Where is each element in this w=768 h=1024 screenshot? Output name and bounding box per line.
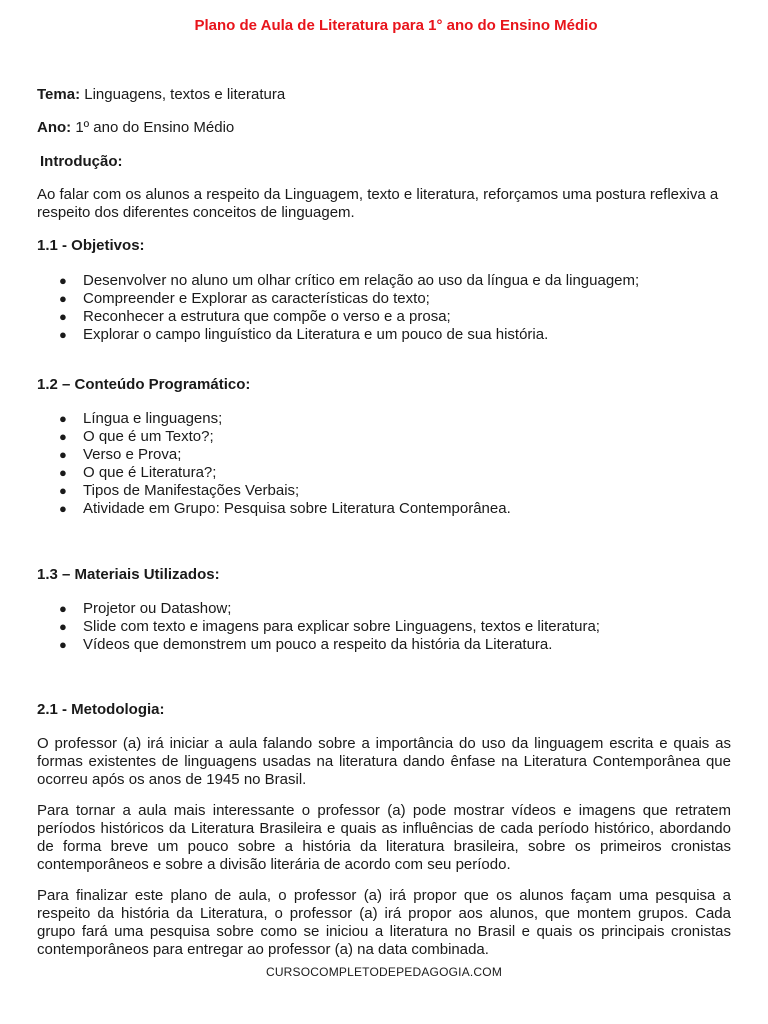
tema-label: Tema: — [37, 86, 81, 103]
bullet-icon: ● — [59, 501, 67, 516]
footer-site-name: CURSOCOMPLETODEPEDAGOGIA.COM — [265, 965, 503, 979]
tema-value: Linguagens, textos e literatura — [80, 86, 286, 103]
list-item — [37, 464, 511, 482]
list-item — [37, 482, 511, 500]
list-item-text: Projetor ou Datashow; — [83, 600, 232, 617]
bullet-icon: ● — [59, 483, 67, 498]
bullet-icon: ● — [59, 291, 67, 306]
list-item-text: Compreender e Explorar as características do texto; — [83, 290, 430, 307]
bullet-icon: ● — [59, 411, 67, 426]
list-item — [37, 410, 511, 428]
metodologia-paragraph-2: Para tornar a aula mais interessante o professor (a) pode mostrar vídeos e imagens que retratem períodos históricos da Literatura Brasileira e quais as influências de cada período histórico, abordando de forma breve um pouco sobre a história da literatura brasileira, sobre os primeiros cronistas contemporâneos e sobre a divisão literária de acordo com seu período. — [37, 802, 731, 873]
list-item — [37, 290, 639, 308]
metodologia-paragraph-3: Para finalizar este plano de aula, o professor (a) irá propor que os alunos façam uma pesquisa a respeito da história da Literatura, o professor (a) irá propor aos alunos, que montem grupos. Cada grupo fará uma pesquisa sobre como se iniciou a literatura no Brasil e quais os principais cronistas contemporâneos para entregar ao professor (a) na data combinada. — [37, 887, 731, 958]
ano-value: 1º ano do Ensino Médio — [71, 119, 235, 136]
list-item — [37, 428, 511, 446]
conteudo-heading: 1.2 – Conteúdo Programático: — [37, 376, 251, 393]
metodologia-paragraph-1: O professor (a) irá iniciar a aula falando sobre a importância do uso da linguagem escrita e quais as formas existentes de linguagens usadas na literatura dando ênfase na Literatura Contemporânea que ocorreu após os anos de 1945 no Brasil. — [37, 735, 731, 788]
list-item-text: Explorar o campo linguístico da Literatura e um pouco de sua história. — [83, 326, 549, 343]
list-item-text: Desenvolver no aluno um olhar crítico em relação ao uso da língua e da linguagem; — [83, 272, 640, 289]
bullet-icon: ● — [59, 429, 67, 444]
bullet-icon: ● — [59, 601, 67, 616]
list-item — [37, 600, 600, 618]
list-item-text: Tipos de Manifestações Verbais; — [83, 482, 300, 499]
materiais-list — [37, 600, 600, 654]
list-item-text: O que é Literatura?; — [83, 464, 217, 481]
introducao-text: Ao falar com os alunos a respeito da Linguagem, texto e literatura, reforçamos uma postura reflexiva a respeito dos diferentes conceitos de linguagem. — [37, 186, 719, 221]
list-item — [37, 272, 639, 290]
list-item — [37, 446, 511, 464]
bullet-icon: ● — [59, 619, 67, 634]
list-item — [37, 308, 639, 326]
list-item-text: O que é um Texto?; — [83, 428, 214, 445]
metodologia-heading: 2.1 - Metodologia: — [37, 701, 165, 718]
materiais-heading: 1.3 – Materiais Utilizados: — [37, 566, 220, 583]
list-item-text: Reconhecer a estrutura que compõe o verso e a prosa; — [83, 308, 451, 325]
ano-label: Ano: — [37, 119, 72, 136]
objetivos-heading: 1.1 - Objetivos: — [37, 237, 145, 254]
conteudo-list — [37, 410, 511, 518]
objetivos-list — [37, 272, 639, 344]
bullet-icon: ● — [59, 447, 67, 462]
document-title: Plano de Aula de Literatura para 1° ano do Ensino Médio — [194, 17, 598, 34]
list-item-text: Verso e Prova; — [83, 446, 182, 463]
list-item — [37, 326, 639, 344]
ano-line — [37, 119, 234, 137]
bullet-icon: ● — [59, 327, 67, 342]
bullet-icon: ● — [59, 465, 67, 480]
list-item — [37, 636, 600, 654]
introducao-heading: Introdução: — [40, 153, 123, 170]
list-item-text: Língua e linguagens; — [83, 410, 223, 427]
list-item-text: Atividade em Grupo: Pesquisa sobre Literatura Contemporânea. — [83, 500, 511, 517]
bullet-icon: ● — [59, 637, 67, 652]
list-item — [37, 618, 600, 636]
tema-line — [37, 86, 285, 104]
bullet-icon: ● — [59, 273, 67, 288]
list-item-text: Vídeos que demonstrem um pouco a respeito da história da Literatura. — [83, 636, 553, 653]
bullet-icon: ● — [59, 309, 67, 324]
list-item — [37, 500, 511, 518]
list-item-text: Slide com texto e imagens para explicar sobre Linguagens, textos e literatura; — [83, 618, 600, 635]
